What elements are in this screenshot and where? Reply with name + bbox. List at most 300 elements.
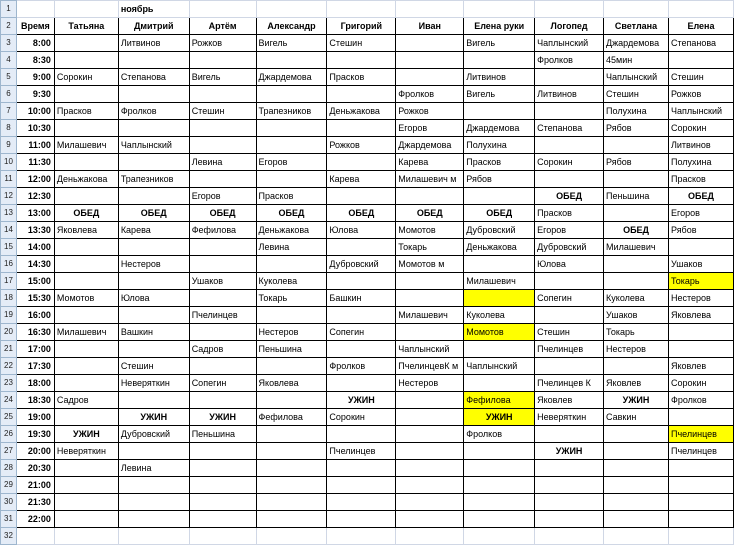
appointment-cell[interactable] <box>189 171 256 188</box>
appointment-cell[interactable] <box>54 239 118 256</box>
appointment-cell[interactable]: Степанова <box>668 35 733 52</box>
appointment-cell[interactable]: Литвинов <box>668 137 733 154</box>
appointment-cell[interactable]: УЖИН <box>118 409 189 426</box>
time-cell[interactable]: 11:30 <box>16 154 54 171</box>
row-number[interactable]: 24 <box>1 392 17 409</box>
row-number[interactable]: 25 <box>1 409 17 426</box>
column-header[interactable]: Артём <box>189 18 256 35</box>
appointment-cell[interactable]: Джардемова <box>256 69 327 86</box>
appointment-cell[interactable]: Дубровский <box>327 256 396 273</box>
appointment-cell[interactable]: Литвинов <box>464 69 535 86</box>
appointment-cell[interactable] <box>118 443 189 460</box>
appointment-cell[interactable] <box>396 494 464 511</box>
appointment-cell[interactable]: УЖИН <box>604 392 669 409</box>
appointment-cell[interactable] <box>256 358 327 375</box>
sheet-cell[interactable] <box>327 1 396 18</box>
appointment-cell[interactable]: Стешин <box>118 358 189 375</box>
appointment-cell[interactable]: Дубровский <box>535 239 604 256</box>
appointment-cell[interactable]: Милашевич м <box>396 171 464 188</box>
appointment-cell[interactable] <box>464 375 535 392</box>
appointment-cell[interactable] <box>189 290 256 307</box>
row-number[interactable]: 28 <box>1 460 17 477</box>
appointment-cell[interactable] <box>54 273 118 290</box>
time-cell[interactable]: 16:00 <box>16 307 54 324</box>
appointment-cell[interactable]: ОБЕД <box>256 205 327 222</box>
appointment-cell[interactable]: Чаплынский <box>535 35 604 52</box>
appointment-cell[interactable]: Рябов <box>464 171 535 188</box>
row-number[interactable]: 15 <box>1 239 17 256</box>
appointment-cell[interactable] <box>256 460 327 477</box>
appointment-cell[interactable]: Момотов м <box>396 256 464 273</box>
appointment-cell[interactable]: Левина <box>189 154 256 171</box>
appointment-cell[interactable]: ОБЕД <box>54 205 118 222</box>
time-cell[interactable]: 19:00 <box>16 409 54 426</box>
appointment-cell[interactable]: УЖИН <box>54 426 118 443</box>
appointment-cell[interactable] <box>535 426 604 443</box>
appointment-cell[interactable]: Фролков <box>535 52 604 69</box>
appointment-cell[interactable]: Рябов <box>604 120 669 137</box>
appointment-cell[interactable] <box>54 409 118 426</box>
appointment-cell[interactable]: Момотов <box>396 222 464 239</box>
appointment-cell[interactable]: Стешин <box>327 35 396 52</box>
appointment-cell[interactable] <box>327 426 396 443</box>
appointment-cell[interactable] <box>118 307 189 324</box>
appointment-cell[interactable]: Сорокин <box>535 154 604 171</box>
appointment-cell[interactable]: Стешин <box>535 324 604 341</box>
appointment-cell[interactable]: Куколева <box>604 290 669 307</box>
appointment-cell[interactable]: Яковлев <box>604 375 669 392</box>
appointment-cell[interactable]: Неверяткин <box>54 443 118 460</box>
appointment-cell[interactable]: Полухина <box>464 137 535 154</box>
appointment-cell[interactable]: Деньжакова <box>54 171 118 188</box>
appointment-cell[interactable]: Пеньшина <box>189 426 256 443</box>
appointment-cell[interactable]: Сорокин <box>54 69 118 86</box>
row-number[interactable]: 4 <box>1 52 17 69</box>
appointment-cell[interactable] <box>54 477 118 494</box>
row-number[interactable]: 7 <box>1 103 17 120</box>
appointment-cell[interactable] <box>256 307 327 324</box>
row-number[interactable]: 9 <box>1 137 17 154</box>
appointment-cell[interactable]: УЖИН <box>327 392 396 409</box>
appointment-cell[interactable] <box>54 256 118 273</box>
column-header[interactable]: Логопед <box>535 18 604 35</box>
appointment-cell[interactable]: Сопегин <box>189 375 256 392</box>
appointment-cell[interactable]: Нестеров <box>668 290 733 307</box>
appointment-cell[interactable] <box>327 477 396 494</box>
appointment-cell[interactable]: Чаплынский <box>668 103 733 120</box>
appointment-cell[interactable] <box>54 154 118 171</box>
appointment-cell[interactable] <box>118 239 189 256</box>
appointment-cell[interactable] <box>118 52 189 69</box>
row-number[interactable]: 27 <box>1 443 17 460</box>
appointment-cell[interactable] <box>54 358 118 375</box>
appointment-cell[interactable]: ОБЕД <box>535 188 604 205</box>
appointment-cell[interactable] <box>604 137 669 154</box>
appointment-cell[interactable]: Егоров <box>535 222 604 239</box>
sheet-cell[interactable] <box>535 1 604 18</box>
row-number[interactable]: 19 <box>1 307 17 324</box>
appointment-cell[interactable] <box>189 137 256 154</box>
appointment-cell[interactable]: Токарь <box>668 273 733 290</box>
appointment-cell[interactable]: Чаплынский <box>604 69 669 86</box>
row-number[interactable]: 6 <box>1 86 17 103</box>
appointment-cell[interactable] <box>668 341 733 358</box>
appointment-cell[interactable] <box>189 494 256 511</box>
row-number[interactable]: 12 <box>1 188 17 205</box>
appointment-cell[interactable]: Левина <box>256 239 327 256</box>
appointment-cell[interactable]: Степанова <box>535 120 604 137</box>
appointment-cell[interactable] <box>189 256 256 273</box>
appointment-cell[interactable] <box>118 154 189 171</box>
appointment-cell[interactable] <box>396 324 464 341</box>
appointment-cell[interactable]: Фефилова <box>256 409 327 426</box>
time-cell[interactable]: 18:30 <box>16 392 54 409</box>
appointment-cell[interactable]: Садров <box>189 341 256 358</box>
appointment-cell[interactable] <box>604 443 669 460</box>
appointment-cell[interactable] <box>54 307 118 324</box>
appointment-cell[interactable]: Фролков <box>464 426 535 443</box>
appointment-cell[interactable] <box>54 375 118 392</box>
row-number[interactable]: 31 <box>1 511 17 528</box>
time-cell[interactable]: 14:30 <box>16 256 54 273</box>
column-header[interactable]: Григорий <box>327 18 396 35</box>
appointment-cell[interactable]: Нестеров <box>118 256 189 273</box>
time-cell[interactable]: 21:00 <box>16 477 54 494</box>
appointment-cell[interactable]: Фролков <box>327 358 396 375</box>
time-cell[interactable]: 13:30 <box>16 222 54 239</box>
appointment-cell[interactable] <box>668 52 733 69</box>
appointment-cell[interactable]: Карева <box>327 171 396 188</box>
appointment-cell[interactable]: Яковлев <box>668 358 733 375</box>
appointment-cell[interactable] <box>54 511 118 528</box>
time-cell[interactable]: 20:00 <box>16 443 54 460</box>
appointment-cell[interactable] <box>535 477 604 494</box>
row-number[interactable]: 16 <box>1 256 17 273</box>
appointment-cell[interactable]: Рожков <box>396 103 464 120</box>
appointment-cell[interactable]: Деньжакова <box>256 222 327 239</box>
appointment-cell[interactable] <box>118 494 189 511</box>
appointment-cell[interactable]: ПчелинцевК м <box>396 358 464 375</box>
appointment-cell[interactable]: УЖИН <box>535 443 604 460</box>
sheet-cell[interactable] <box>464 1 535 18</box>
appointment-cell[interactable] <box>118 120 189 137</box>
appointment-cell[interactable] <box>327 511 396 528</box>
appointment-cell[interactable]: Ушаков <box>189 273 256 290</box>
appointment-cell[interactable] <box>464 188 535 205</box>
appointment-cell[interactable] <box>464 103 535 120</box>
appointment-cell[interactable] <box>327 460 396 477</box>
appointment-cell[interactable] <box>535 358 604 375</box>
time-cell[interactable]: 19:30 <box>16 426 54 443</box>
appointment-cell[interactable] <box>256 120 327 137</box>
appointment-cell[interactable] <box>327 341 396 358</box>
appointment-cell[interactable] <box>668 409 733 426</box>
appointment-cell[interactable] <box>54 460 118 477</box>
appointment-cell[interactable] <box>189 86 256 103</box>
appointment-cell[interactable] <box>464 341 535 358</box>
appointment-cell[interactable] <box>464 290 535 307</box>
appointment-cell[interactable] <box>327 188 396 205</box>
row-number[interactable]: 5 <box>1 69 17 86</box>
appointment-cell[interactable] <box>668 511 733 528</box>
time-cell[interactable]: 8:30 <box>16 52 54 69</box>
column-header[interactable]: Татьяна <box>54 18 118 35</box>
column-header[interactable]: Александр <box>256 18 327 35</box>
appointment-cell[interactable] <box>118 392 189 409</box>
appointment-cell[interactable] <box>327 273 396 290</box>
appointment-cell[interactable]: Башкин <box>327 290 396 307</box>
time-cell[interactable]: 16:30 <box>16 324 54 341</box>
row-number[interactable]: 22 <box>1 358 17 375</box>
appointment-cell[interactable] <box>327 86 396 103</box>
appointment-cell[interactable] <box>604 426 669 443</box>
time-cell[interactable]: 13:00 <box>16 205 54 222</box>
appointment-cell[interactable]: Вашкин <box>118 324 189 341</box>
appointment-cell[interactable]: Пчелинцев <box>189 307 256 324</box>
appointment-cell[interactable]: Фролков <box>118 103 189 120</box>
appointment-cell[interactable]: Милашевич <box>604 239 669 256</box>
appointment-cell[interactable] <box>464 477 535 494</box>
appointment-cell[interactable]: ОБЕД <box>464 205 535 222</box>
appointment-cell[interactable]: Левина <box>118 460 189 477</box>
column-header[interactable]: Время <box>16 18 54 35</box>
appointment-cell[interactable] <box>189 460 256 477</box>
column-header[interactable]: Елена <box>668 18 733 35</box>
appointment-cell[interactable]: Егоров <box>668 205 733 222</box>
appointment-cell[interactable]: Деньжакова <box>327 103 396 120</box>
appointment-cell[interactable] <box>396 290 464 307</box>
time-cell[interactable]: 15:30 <box>16 290 54 307</box>
appointment-cell[interactable] <box>535 460 604 477</box>
appointment-cell[interactable]: Юлова <box>535 256 604 273</box>
appointment-cell[interactable] <box>396 69 464 86</box>
appointment-cell[interactable] <box>604 273 669 290</box>
appointment-cell[interactable]: Чаплынский <box>464 358 535 375</box>
appointment-cell[interactable] <box>327 494 396 511</box>
row-number[interactable]: 30 <box>1 494 17 511</box>
appointment-cell[interactable]: Токарь <box>604 324 669 341</box>
appointment-cell[interactable] <box>189 443 256 460</box>
appointment-cell[interactable]: Нестеров <box>256 324 327 341</box>
appointment-cell[interactable]: Егоров <box>256 154 327 171</box>
row-number[interactable]: 17 <box>1 273 17 290</box>
appointment-cell[interactable]: Пчелинцев К <box>535 375 604 392</box>
appointment-cell[interactable]: Степанова <box>118 69 189 86</box>
appointment-cell[interactable] <box>535 273 604 290</box>
appointment-cell[interactable] <box>604 460 669 477</box>
time-cell[interactable]: 11:00 <box>16 137 54 154</box>
appointment-cell[interactable]: Пеньшина <box>604 188 669 205</box>
appointment-cell[interactable]: Стешин <box>668 69 733 86</box>
appointment-cell[interactable]: Савкин <box>604 409 669 426</box>
row-number[interactable]: 8 <box>1 120 17 137</box>
appointment-cell[interactable]: Фефилова <box>464 392 535 409</box>
appointment-cell[interactable]: Сопегин <box>327 324 396 341</box>
column-header[interactable]: Елена руки <box>464 18 535 35</box>
sheet-cell[interactable] <box>396 1 464 18</box>
appointment-cell[interactable] <box>189 120 256 137</box>
appointment-cell[interactable] <box>327 154 396 171</box>
appointment-cell[interactable]: Куколева <box>256 273 327 290</box>
appointment-cell[interactable]: Нестеров <box>604 341 669 358</box>
appointment-cell[interactable] <box>54 188 118 205</box>
row-number[interactable]: 21 <box>1 341 17 358</box>
appointment-cell[interactable]: Неверяткин <box>535 409 604 426</box>
month-cell[interactable]: ноябрь <box>118 1 189 18</box>
appointment-cell[interactable]: Рожков <box>327 137 396 154</box>
appointment-cell[interactable] <box>118 273 189 290</box>
appointment-cell[interactable]: Рябов <box>604 154 669 171</box>
appointment-cell[interactable]: Егоров <box>189 188 256 205</box>
appointment-cell[interactable] <box>256 511 327 528</box>
appointment-cell[interactable] <box>327 375 396 392</box>
appointment-cell[interactable]: Сорокин <box>668 120 733 137</box>
appointment-cell[interactable] <box>189 358 256 375</box>
appointment-cell[interactable]: ОБЕД <box>604 222 669 239</box>
appointment-cell[interactable] <box>118 86 189 103</box>
appointment-cell[interactable] <box>604 358 669 375</box>
appointment-cell[interactable]: Вигель <box>464 86 535 103</box>
time-cell[interactable]: 17:30 <box>16 358 54 375</box>
appointment-cell[interactable]: Прасков <box>256 188 327 205</box>
appointment-cell[interactable]: Стешин <box>189 103 256 120</box>
appointment-cell[interactable] <box>604 205 669 222</box>
appointment-cell[interactable] <box>604 477 669 494</box>
appointment-cell[interactable]: Момотов <box>54 290 118 307</box>
appointment-cell[interactable] <box>54 86 118 103</box>
appointment-cell[interactable]: ОБЕД <box>327 205 396 222</box>
appointment-cell[interactable]: Токарь <box>256 290 327 307</box>
appointment-cell[interactable]: Стешин <box>604 86 669 103</box>
appointment-cell[interactable] <box>256 443 327 460</box>
row-number[interactable]: 3 <box>1 35 17 52</box>
appointment-cell[interactable]: Прасков <box>54 103 118 120</box>
time-cell[interactable]: 9:30 <box>16 86 54 103</box>
appointment-cell[interactable] <box>118 477 189 494</box>
appointment-cell[interactable] <box>535 69 604 86</box>
appointment-cell[interactable] <box>535 137 604 154</box>
appointment-cell[interactable]: Милашевич <box>464 273 535 290</box>
time-cell[interactable]: 15:00 <box>16 273 54 290</box>
appointment-cell[interactable] <box>256 392 327 409</box>
appointment-cell[interactable]: Деньжакова <box>464 239 535 256</box>
row-number[interactable]: 2 <box>1 18 17 35</box>
appointment-cell[interactable]: Юлова <box>118 290 189 307</box>
appointment-cell[interactable] <box>118 188 189 205</box>
appointment-cell[interactable] <box>464 52 535 69</box>
time-cell[interactable]: 20:30 <box>16 460 54 477</box>
appointment-cell[interactable]: Трапезников <box>118 171 189 188</box>
time-cell[interactable]: 18:00 <box>16 375 54 392</box>
appointment-cell[interactable] <box>256 171 327 188</box>
appointment-cell[interactable] <box>535 307 604 324</box>
appointment-cell[interactable]: Пеньшина <box>256 341 327 358</box>
appointment-cell[interactable] <box>118 511 189 528</box>
time-cell[interactable]: 10:30 <box>16 120 54 137</box>
appointment-cell[interactable]: ОБЕД <box>118 205 189 222</box>
appointment-cell[interactable]: УЖИН <box>189 409 256 426</box>
appointment-cell[interactable]: Джардемова <box>396 137 464 154</box>
appointment-cell[interactable]: Пчелинцев <box>327 443 396 460</box>
appointment-cell[interactable] <box>327 52 396 69</box>
appointment-cell[interactable]: Вигель <box>464 35 535 52</box>
appointment-cell[interactable]: Ушаков <box>668 256 733 273</box>
appointment-cell[interactable] <box>668 239 733 256</box>
appointment-cell[interactable] <box>396 460 464 477</box>
appointment-cell[interactable]: Вигель <box>189 69 256 86</box>
appointment-cell[interactable]: Яковлева <box>668 307 733 324</box>
row-number[interactable]: 14 <box>1 222 17 239</box>
appointment-cell[interactable]: Чаплынский <box>118 137 189 154</box>
appointment-cell[interactable] <box>396 273 464 290</box>
appointment-cell[interactable]: Литвинов <box>118 35 189 52</box>
appointment-cell[interactable]: Рябов <box>668 222 733 239</box>
appointment-cell[interactable] <box>189 477 256 494</box>
appointment-cell[interactable] <box>189 239 256 256</box>
appointment-cell[interactable]: Милашевич <box>54 324 118 341</box>
column-header[interactable]: Дмитрий <box>118 18 189 35</box>
appointment-cell[interactable]: Токарь <box>396 239 464 256</box>
appointment-cell[interactable]: Сорокин <box>327 409 396 426</box>
appointment-cell[interactable]: Сопегин <box>535 290 604 307</box>
appointment-cell[interactable]: ОБЕД <box>396 205 464 222</box>
appointment-cell[interactable]: Полухина <box>668 154 733 171</box>
row-number[interactable]: 13 <box>1 205 17 222</box>
sheet-cell[interactable] <box>604 1 669 18</box>
column-header[interactable]: Светлана <box>604 18 669 35</box>
appointment-cell[interactable]: ОБЕД <box>189 205 256 222</box>
appointment-cell[interactable] <box>604 171 669 188</box>
appointment-cell[interactable]: Дубровский <box>118 426 189 443</box>
appointment-cell[interactable]: Яковлев <box>535 392 604 409</box>
row-number[interactable]: 18 <box>1 290 17 307</box>
sheet-cell[interactable] <box>189 1 256 18</box>
sheet-cell[interactable] <box>668 1 733 18</box>
appointment-cell[interactable] <box>396 188 464 205</box>
appointment-cell[interactable] <box>464 443 535 460</box>
appointment-cell[interactable] <box>396 477 464 494</box>
appointment-cell[interactable] <box>189 392 256 409</box>
appointment-cell[interactable] <box>396 426 464 443</box>
appointment-cell[interactable] <box>54 120 118 137</box>
row-number[interactable]: 10 <box>1 154 17 171</box>
appointment-cell[interactable] <box>604 494 669 511</box>
appointment-cell[interactable]: Дубровский <box>464 222 535 239</box>
appointment-cell[interactable]: Трапезников <box>256 103 327 120</box>
row-number[interactable]: 29 <box>1 477 17 494</box>
appointment-cell[interactable]: Момотов <box>464 324 535 341</box>
appointment-cell[interactable] <box>604 256 669 273</box>
row-number[interactable]: 23 <box>1 375 17 392</box>
appointment-cell[interactable] <box>54 52 118 69</box>
time-cell[interactable]: 10:00 <box>16 103 54 120</box>
appointment-cell[interactable]: Рожков <box>668 86 733 103</box>
time-cell[interactable]: 22:00 <box>16 511 54 528</box>
appointment-cell[interactable] <box>464 494 535 511</box>
time-cell[interactable]: 17:00 <box>16 341 54 358</box>
appointment-cell[interactable]: Яковлева <box>54 222 118 239</box>
time-cell[interactable]: 9:00 <box>16 69 54 86</box>
appointment-cell[interactable] <box>256 52 327 69</box>
appointment-cell[interactable] <box>535 494 604 511</box>
appointment-cell[interactable]: Пчелинцев <box>668 443 733 460</box>
appointment-cell[interactable]: Куколева <box>464 307 535 324</box>
appointment-cell[interactable] <box>396 443 464 460</box>
appointment-cell[interactable] <box>256 137 327 154</box>
appointment-cell[interactable]: Литвинов <box>535 86 604 103</box>
appointment-cell[interactable] <box>464 511 535 528</box>
appointment-cell[interactable]: Карева <box>396 154 464 171</box>
